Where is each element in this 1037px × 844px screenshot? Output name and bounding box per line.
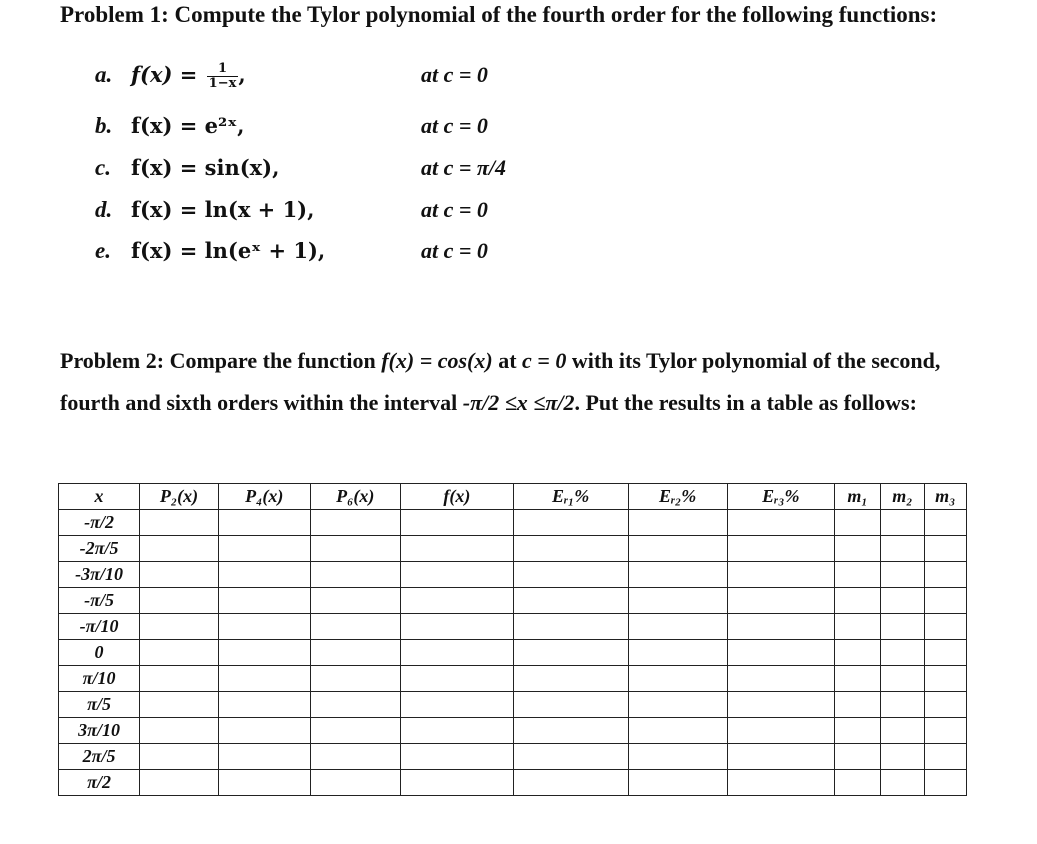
empty-cell: [881, 614, 924, 640]
empty-cell: [401, 510, 514, 536]
empty-cell: [924, 770, 966, 796]
empty-cell: [140, 692, 219, 718]
table-row: [59, 692, 967, 718]
column-header: m₃: [924, 484, 966, 510]
empty-cell: [218, 640, 310, 666]
empty-cell: [881, 536, 924, 562]
empty-cell: [881, 588, 924, 614]
empty-cell: [727, 536, 834, 562]
column-header: P₂(x): [140, 484, 219, 510]
empty-cell: [401, 666, 514, 692]
problem1-title: Problem 1: Compute the Tylor polynomial of the fourth order for the following functions:: [60, 2, 938, 27]
empty-cell: [628, 770, 727, 796]
empty-cell: [924, 718, 966, 744]
empty-cell: [727, 510, 834, 536]
at-value-c: at c = π/4: [421, 155, 507, 180]
function-expr-a: [131, 62, 246, 91]
empty-cell: [628, 744, 727, 770]
empty-cell: [401, 562, 514, 588]
empty-cell: [834, 510, 880, 536]
empty-cell: [140, 588, 219, 614]
empty-cell: [218, 536, 310, 562]
table-row: [59, 588, 967, 614]
empty-cell: [401, 536, 514, 562]
empty-cell: [727, 744, 834, 770]
table-row: [59, 614, 967, 640]
empty-cell: [140, 666, 219, 692]
results-table: [58, 483, 967, 796]
table-row: [59, 640, 967, 666]
function-item-c: [95, 155, 615, 185]
empty-cell: [310, 536, 401, 562]
table-row: [59, 510, 967, 536]
x-value-cell: -3π/10: [59, 562, 140, 588]
empty-cell: [924, 692, 966, 718]
empty-cell: [140, 770, 219, 796]
empty-cell: [513, 692, 628, 718]
empty-cell: [401, 588, 514, 614]
empty-cell: [218, 718, 310, 744]
column-header: f(x): [401, 484, 514, 510]
empty-cell: [401, 718, 514, 744]
problem2-interval: -π/2 ≤x ≤π/2: [462, 390, 575, 415]
at-value-e: at c = 0: [421, 238, 488, 263]
empty-cell: [834, 536, 880, 562]
empty-cell: [727, 718, 834, 744]
problem2-text: with its Tylor polynomial of the second, fourth and sixth orders within the interval: [60, 348, 941, 415]
empty-cell: [218, 588, 310, 614]
empty-cell: [218, 692, 310, 718]
empty-cell: [513, 744, 628, 770]
empty-cell: [727, 770, 834, 796]
empty-cell: [881, 744, 924, 770]
empty-cell: [834, 718, 880, 744]
empty-cell: [140, 562, 219, 588]
empty-cell: [310, 588, 401, 614]
empty-cell: [881, 666, 924, 692]
column-header: P₄(x): [218, 484, 310, 510]
expr-a-lhs: f(x) =: [131, 62, 205, 87]
x-value-cell: π/5: [59, 692, 140, 718]
at-value-b: at c = 0: [421, 113, 488, 138]
empty-cell: [924, 536, 966, 562]
empty-cell: [628, 614, 727, 640]
column-header: Eᵣ₃%: [727, 484, 834, 510]
empty-cell: [513, 562, 628, 588]
empty-cell: [628, 588, 727, 614]
empty-cell: [834, 744, 880, 770]
column-header: Eᵣ₁%: [513, 484, 628, 510]
x-value-cell: -π/2: [59, 510, 140, 536]
empty-cell: [140, 718, 219, 744]
empty-cell: [140, 744, 219, 770]
table-header-row: [59, 484, 967, 510]
empty-cell: [924, 640, 966, 666]
empty-cell: [401, 640, 514, 666]
function-expr-b: f(x) = e²ˣ,: [131, 113, 245, 138]
empty-cell: [401, 614, 514, 640]
function-expr-e: f(x) = ln(eˣ + 1),: [131, 238, 326, 263]
empty-cell: [924, 588, 966, 614]
x-value-cell: π/2: [59, 770, 140, 796]
empty-cell: [628, 536, 727, 562]
empty-cell: [310, 510, 401, 536]
x-value-cell: 3π/10: [59, 718, 140, 744]
empty-cell: [834, 640, 880, 666]
function-item-a: [95, 62, 615, 92]
empty-cell: [924, 510, 966, 536]
empty-cell: [310, 744, 401, 770]
column-header: m₂: [881, 484, 924, 510]
fraction-denominator: 1−x: [208, 76, 237, 91]
function-item-b: [95, 113, 615, 143]
empty-cell: [218, 510, 310, 536]
item-letter-a: a.: [95, 62, 113, 87]
empty-cell: [140, 510, 219, 536]
item-letter-b: b.: [95, 113, 113, 138]
empty-cell: [924, 666, 966, 692]
table-row: [59, 770, 967, 796]
empty-cell: [834, 770, 880, 796]
empty-cell: [881, 640, 924, 666]
item-letter-d: d.: [95, 197, 113, 222]
empty-cell: [310, 666, 401, 692]
empty-cell: [218, 744, 310, 770]
empty-cell: [881, 510, 924, 536]
empty-cell: [310, 770, 401, 796]
problem2-center: c = 0: [522, 348, 567, 373]
table-row: [59, 562, 967, 588]
empty-cell: [628, 562, 727, 588]
empty-cell: [881, 718, 924, 744]
empty-cell: [218, 562, 310, 588]
x-value-cell: -π/10: [59, 614, 140, 640]
fraction: [207, 62, 239, 91]
empty-cell: [513, 666, 628, 692]
empty-cell: [924, 744, 966, 770]
function-item-e: [95, 238, 615, 268]
empty-cell: [834, 666, 880, 692]
at-value-a: at c = 0: [421, 62, 488, 87]
empty-cell: [218, 614, 310, 640]
column-header: m₁: [834, 484, 880, 510]
problem2-function: f(x) = cos(x): [381, 348, 493, 373]
empty-cell: [834, 614, 880, 640]
fraction-numerator: 1: [207, 62, 239, 77]
x-value-cell: 2π/5: [59, 744, 140, 770]
empty-cell: [628, 718, 727, 744]
empty-cell: [513, 640, 628, 666]
empty-cell: [513, 510, 628, 536]
empty-cell: [727, 666, 834, 692]
empty-cell: [218, 666, 310, 692]
empty-cell: [513, 718, 628, 744]
function-item-d: [95, 197, 615, 227]
empty-cell: [401, 692, 514, 718]
empty-cell: [513, 588, 628, 614]
empty-cell: [218, 770, 310, 796]
empty-cell: [881, 770, 924, 796]
x-value-cell: -π/5: [59, 588, 140, 614]
empty-cell: [881, 692, 924, 718]
at-value-d: at c = 0: [421, 197, 488, 222]
x-value-cell: 0: [59, 640, 140, 666]
empty-cell: [401, 744, 514, 770]
empty-cell: [513, 536, 628, 562]
empty-cell: [310, 640, 401, 666]
x-value-cell: π/10: [59, 666, 140, 692]
empty-cell: [834, 692, 880, 718]
problem2-text-end: . Put the results in a table as follows:: [574, 390, 917, 415]
table-row: [59, 666, 967, 692]
empty-cell: [727, 692, 834, 718]
column-header: x: [59, 484, 140, 510]
empty-cell: [727, 614, 834, 640]
empty-cell: [628, 666, 727, 692]
empty-cell: [628, 692, 727, 718]
empty-cell: [628, 510, 727, 536]
problem2-paragraph: [60, 340, 980, 424]
function-expr-d: f(x) = ln(x + 1),: [131, 197, 315, 222]
empty-cell: [310, 718, 401, 744]
empty-cell: [310, 692, 401, 718]
empty-cell: [513, 614, 628, 640]
empty-cell: [727, 562, 834, 588]
empty-cell: [310, 562, 401, 588]
item-letter-c: c.: [95, 155, 111, 180]
empty-cell: [924, 562, 966, 588]
item-letter-e: e.: [95, 238, 111, 263]
problem2-lead: Problem 2: Compare the function: [60, 348, 382, 373]
empty-cell: [513, 770, 628, 796]
table-body: [59, 510, 967, 796]
table-row: [59, 536, 967, 562]
table-row: [59, 718, 967, 744]
empty-cell: [924, 614, 966, 640]
empty-cell: [310, 614, 401, 640]
empty-cell: [727, 588, 834, 614]
empty-cell: [881, 562, 924, 588]
empty-cell: [401, 770, 514, 796]
x-value-cell: -2π/5: [59, 536, 140, 562]
empty-cell: [140, 640, 219, 666]
table-row: [59, 744, 967, 770]
expr-a-tail: ,: [238, 62, 246, 87]
function-expr-c: f(x) = sin(x),: [131, 155, 280, 180]
column-header: P₆(x): [310, 484, 401, 510]
empty-cell: [140, 614, 219, 640]
column-header: Eᵣ₂%: [628, 484, 727, 510]
empty-cell: [140, 536, 219, 562]
empty-cell: [834, 588, 880, 614]
empty-cell: [834, 562, 880, 588]
empty-cell: [727, 640, 834, 666]
empty-cell: [628, 640, 727, 666]
problem2-at: at: [492, 348, 523, 373]
